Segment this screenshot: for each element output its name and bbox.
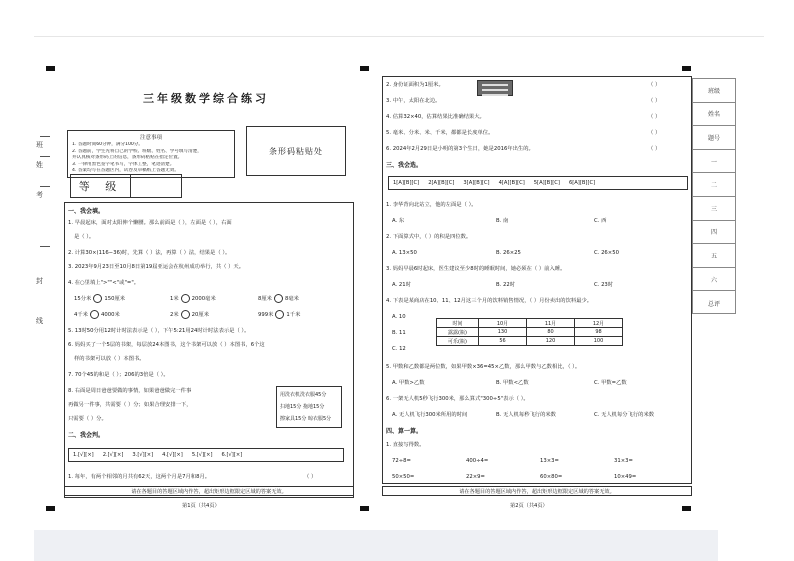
alignment-marker [360, 66, 369, 71]
question: 5. 毫米、分米、米、千米，都都是长度单位。 [386, 130, 494, 136]
judge-option[interactable]: 3.[√][×] [132, 452, 154, 458]
answer-paren: （ ） [304, 474, 317, 480]
option: A. 21时 [392, 282, 411, 288]
question: 4. 估算32×40，估算结果比准确结果大。 [386, 114, 485, 120]
binding-label: 姓 [36, 161, 43, 169]
sales-table [436, 318, 623, 346]
notice-box [67, 130, 235, 178]
option: C. 无人机每分飞行的米数 [594, 412, 655, 418]
question: 3. 妈妈早晨6时起床，医生建议至少8时的睡眠时间，她必须在（ ）前入睡。 [386, 266, 566, 272]
option: B. 甲数<乙数 [496, 380, 529, 386]
notice-line: 并认真核对条形码上的信息，条形码粘贴在指定位置。 [72, 155, 183, 161]
judge-option[interactable]: 2.[√][×] [102, 452, 124, 458]
option: B. 22时 [496, 282, 516, 288]
question: 2. 计算30×(116−36)时，先算（ ）法，再算（ ）法，结果是（ ）。 [68, 250, 231, 256]
score-sidebar [692, 78, 736, 314]
calc-item: 400÷4= [466, 458, 489, 464]
question: 6. 一架无人机5秒飞行300米，那么算式"300÷5"表示（ ）。 [386, 396, 529, 402]
table-row [437, 337, 623, 346]
table-cell: 98 [575, 328, 623, 337]
choice-option[interactable]: 3[A][B][C] [463, 180, 490, 186]
compare-circle[interactable] [274, 294, 283, 303]
option: C. 26×50 [594, 250, 619, 256]
question: 3. 中午，太阳在北边。 [386, 98, 441, 104]
sidebar-cell: 题号 [693, 126, 735, 150]
compare-circle[interactable] [181, 310, 190, 319]
compare-circle[interactable] [275, 310, 284, 319]
alignment-marker [46, 66, 55, 71]
section-title: 三、我会选。 [386, 162, 423, 169]
question: 再做另一件事，共需要（ ）分；如果合理安排一下， [68, 402, 192, 408]
notice-title: 注意事项 [139, 135, 162, 141]
table-header: 10月 [479, 319, 527, 328]
barcode-area: 条形码粘贴处 [246, 126, 346, 176]
grade-label: 等 级 [71, 175, 131, 197]
top-divider [34, 36, 764, 37]
task-line: 擦家具15分 晾衣服5分 [280, 416, 332, 422]
calc-item: 72÷8= [392, 458, 411, 464]
sidebar-cell: 三 [693, 197, 735, 221]
table-cell: 100 [575, 337, 623, 346]
question: 4. 在○里填上">""<"或"="。 [68, 280, 140, 286]
binding-tick [40, 186, 50, 187]
binding-label: 考 [36, 191, 43, 199]
alignment-marker [360, 506, 369, 511]
footer-notice: 请在各题目的答题区域内作答，超出矩形边框限定区域的答案无效。 [64, 486, 354, 496]
table-cell: 120 [527, 337, 575, 346]
binding-margin [34, 96, 54, 396]
question: 3. 2023年9月23日至10月8日第19届亚运会在杭州成功举行，共（ ）天。 [68, 264, 244, 270]
binding-label: 封 [36, 277, 43, 285]
question: 只需要（ ）分。 [68, 416, 107, 422]
compare-item: 999米 1千米 [258, 312, 301, 318]
alignment-marker [46, 506, 55, 511]
compare-circle[interactable] [93, 294, 102, 303]
binding-label: 班 [36, 141, 43, 149]
table-cell: 露露(瓶) [437, 328, 479, 337]
question: 2. 下面算式中，（ ）的积是四位数。 [386, 234, 472, 240]
calc-item: 31×3= [614, 458, 633, 464]
table-cell: 可乐(瓶) [437, 337, 479, 346]
answer-frame [382, 76, 692, 484]
option: B. 无人机每秒飞行的米数 [496, 412, 556, 418]
judge-answer-row [68, 448, 344, 462]
compare-item: 1米 2000毫米 [170, 296, 216, 302]
answer-paren: （ ） [648, 146, 661, 152]
page-number: 第2页（共4页） [510, 503, 548, 509]
answer-paren: （ ） [648, 98, 661, 104]
choice-option[interactable]: 4[A][B][C] [498, 180, 525, 186]
table-cell: 80 [527, 328, 575, 337]
option: C. 12 [392, 346, 406, 352]
page-right [378, 68, 698, 513]
table-row [437, 328, 623, 337]
bottom-strip [34, 530, 718, 561]
footer-notice: 请在各题目的答题区域内作答，超出矩形边框限定区域的答案无效。 [382, 486, 692, 496]
question: 样的书架可以放（ ）本图书。 [74, 356, 145, 362]
calc-item: 22×9= [466, 474, 485, 480]
grade-input[interactable] [131, 175, 181, 197]
option: B. 南 [496, 218, 509, 224]
task-line: 用洗衣机洗衣服45分 [280, 392, 327, 398]
option: C. 甲数=乙数 [594, 380, 627, 386]
alignment-marker [682, 506, 691, 511]
exam-title: 三年级数学综合练习 [143, 92, 269, 105]
choice-option[interactable]: 6[A][B][C] [568, 180, 596, 186]
notice-line: 2. 答题前，学生先将自己的学校、班级、姓名、学号填写清楚， [72, 148, 202, 154]
judge-option[interactable]: 4.[√][×] [162, 452, 183, 458]
table-cell: 130 [479, 328, 527, 337]
judge-option[interactable]: 6.[√][×] [221, 452, 243, 458]
choice-answer-row [388, 176, 688, 190]
question: 4. 下表是某商店在10、11、12月这三个月的饮料销售情况，（ ）月份卖出的饮料最少。 [386, 298, 593, 304]
compare-item: 15分米 150厘米 [74, 296, 126, 302]
grade-box [70, 174, 182, 198]
alignment-marker [682, 66, 691, 71]
judge-option[interactable]: 1.[√][×] [73, 452, 94, 458]
compare-item: 8厘米 8毫米 [258, 296, 299, 302]
option: B. 26×25 [496, 250, 521, 256]
section-title: 四、算一算。 [386, 428, 423, 435]
choice-option[interactable]: 5[A][B][C] [533, 180, 560, 186]
sidebar-cell: 姓名 [693, 103, 735, 127]
binding-tick [40, 136, 50, 137]
question: 7. 70个45的和是（ ）；206的3倍是（ ）。 [68, 372, 169, 378]
compare-item: 2米 20厘米 [170, 312, 210, 318]
question: 5. 13时50分用12时计时法表示是（ ），下午5:21用24时计时法表示是（ ）。 [68, 328, 250, 334]
table-header: 12月 [575, 319, 623, 328]
logo-stamp [477, 80, 513, 96]
notice-line: 1. 答题时间60分钟，满分100分。 [72, 142, 143, 147]
question: 8. 右面是周日爸爸要做的事情，如果爸爸做完一件事 [68, 388, 192, 394]
calc-item: 13×3= [540, 458, 559, 464]
compare-circle[interactable] [181, 294, 190, 303]
option: A. 13×50 [392, 250, 417, 256]
calc-item: 60×80= [540, 474, 563, 480]
question: 6. 2024年2月29日是小明的第3个生日，她是2016年出生的。 [386, 146, 534, 152]
sidebar-cell: 五 [693, 244, 735, 268]
sidebar-cell: 一 [693, 150, 735, 174]
table-header-row [437, 319, 623, 328]
option: B. 11 [392, 330, 406, 336]
option: A. 无人机飞行300米所用的时间 [392, 412, 468, 418]
answer-paren: （ ） [648, 130, 661, 136]
option: C. 23时 [594, 282, 614, 288]
task-line: 扫地15分 拖地15分 [280, 404, 325, 410]
compare-circle[interactable] [90, 310, 99, 319]
question: 1. 直接写得数。 [386, 442, 425, 448]
section-title: 一、我会填。 [68, 208, 105, 215]
question: 5. 甲数和乙数都是两位数，如果甲数×36=45×乙数，那么甲数与乙数相比，（ ）。 [386, 364, 581, 370]
sidebar-cell: 总评 [707, 300, 720, 308]
question: 1. 李华背向北站立，他的左面是（ ）。 [386, 202, 477, 208]
task-time-box [276, 386, 342, 428]
sidebar-cell: 六 [693, 268, 735, 292]
binding-label: 线 [36, 317, 43, 325]
question: 6. 妈妈买了一个5层的书架，每层放24本图书，这个书架可以放（ ）本图书，6个这 [68, 342, 265, 348]
choice-option[interactable]: 1[A][B][C] [393, 180, 420, 186]
notice-line: 3. 一律用黑色签字笔书写，字体工整，笔迹清楚。 [72, 161, 175, 167]
table-header: 时间 [437, 319, 479, 328]
binding-tick [40, 246, 50, 247]
option: A. 10 [392, 314, 406, 320]
option: C. 西 [594, 218, 607, 224]
table-cell: 56 [479, 337, 527, 346]
sidebar-cell: 班级 [693, 79, 735, 103]
option: A. 甲数>乙数 [392, 380, 425, 386]
binding-tick [40, 156, 50, 157]
sidebar-cell: 二 [693, 173, 735, 197]
choice-option[interactable]: 2[A][B][C] [428, 180, 455, 186]
judge-option[interactable]: 5.[√][×] [191, 452, 213, 458]
table-header: 11月 [527, 319, 575, 328]
page-number: 第1页（共4页） [182, 503, 220, 509]
answer-paren: （ ） [648, 82, 661, 88]
notice-line: 4. 答案均写在答题区内，试卷及草稿纸上答题无效。 [72, 168, 179, 174]
question: 1. 每年，有两个相邻的月共有62天，这两个月是7月和8月。 [68, 474, 211, 480]
page-left [54, 68, 358, 513]
answer-paren: （ ） [648, 114, 661, 120]
sidebar-cell: 四 [693, 221, 735, 245]
question: 是（ ）。 [74, 234, 95, 240]
question: 1. 早晨起床，面对太阳伸个懒腰。那么前面是（ ），左面是（ ），右面 [68, 220, 232, 226]
calc-item: 50×50= [392, 474, 415, 480]
option: A. 东 [392, 218, 405, 224]
section-title: 二、我会判。 [68, 432, 105, 439]
calc-item: 10×49= [614, 474, 637, 480]
question: 2. 身份证面积为1厘米。 [386, 82, 444, 88]
compare-item: 4千米 4000米 [74, 312, 120, 318]
